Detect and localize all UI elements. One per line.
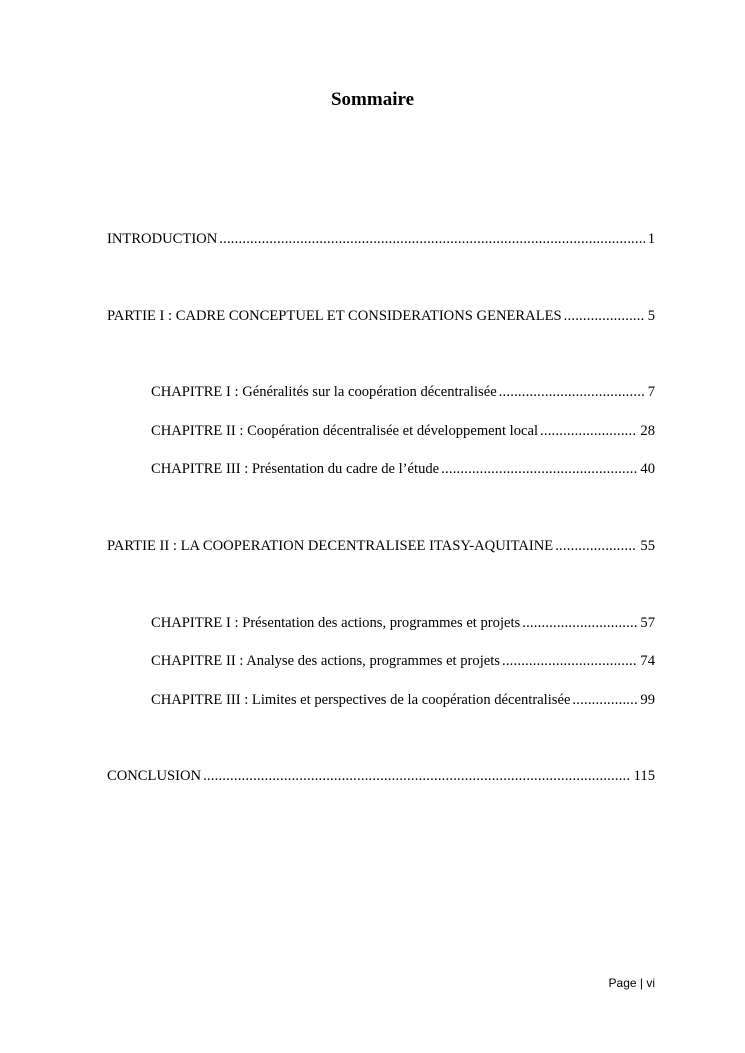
toc-entry-partie-1-chapitre-3[interactable] xyxy=(151,460,655,478)
toc-dot-leader xyxy=(499,383,645,401)
toc-entry-partie-2-chapitre-3[interactable] xyxy=(151,691,655,709)
toc-entry-label: CHAPITRE II : Coopération décentralisée et développement local xyxy=(151,423,539,439)
toc-dot-leader xyxy=(203,767,631,785)
toc-dot-leader xyxy=(502,652,637,670)
toc-entry-label: CHAPITRE II : Analyse des actions, programmes et projets xyxy=(151,653,500,669)
toc-entry-label: CHAPITRE I : Présentation des actions, programmes et projets xyxy=(151,615,521,631)
page-footer: Page | vi xyxy=(608,976,655,990)
toc-entry-partie-2[interactable] xyxy=(107,537,655,555)
toc-entry-partie-1-chapitre-1[interactable] xyxy=(151,383,655,401)
toc-dot-leader xyxy=(441,460,637,478)
toc-entry-conclusion[interactable] xyxy=(107,767,655,785)
page-title: Sommaire xyxy=(330,89,415,110)
toc-page-number: 40 xyxy=(640,461,655,477)
toc-page-number: 55 xyxy=(640,538,655,554)
toc-dot-leader xyxy=(555,537,637,555)
toc-page-number: 28 xyxy=(640,423,655,439)
toc-entry-partie-2-chapitre-1[interactable] xyxy=(151,614,655,632)
toc-entry-label: CONCLUSION xyxy=(107,768,202,784)
toc-entry-partie-1[interactable] xyxy=(107,307,655,325)
toc-entry-label: INTRODUCTION xyxy=(107,231,218,247)
toc-page-number: 74 xyxy=(640,653,655,669)
toc-dot-leader xyxy=(564,307,645,325)
toc-entry-label: PARTIE II : LA COOPERATION DECENTRALISEE ITASY-AQUITAINE xyxy=(107,538,554,554)
toc-entry-partie-1-chapitre-2[interactable] xyxy=(151,422,655,440)
toc-dot-leader xyxy=(572,691,637,709)
toc-entry-label: CHAPITRE I : Généralités sur la coopération décentralisée xyxy=(151,384,497,400)
toc-page-number: 7 xyxy=(647,384,655,400)
toc-page-number: 5 xyxy=(647,308,655,324)
toc-page-number: 57 xyxy=(640,615,655,631)
toc-entry-partie-2-chapitre-2[interactable] xyxy=(151,652,655,670)
toc-dot-leader xyxy=(219,230,644,248)
toc-page-number: 99 xyxy=(640,692,655,708)
toc-page-number: 115 xyxy=(633,768,655,784)
toc-entry-label: CHAPITRE III : Présentation du cadre de l’étude xyxy=(151,461,440,477)
toc-dot-leader xyxy=(540,422,637,440)
toc-entry-label: PARTIE I : CADRE CONCEPTUEL ET CONSIDERATIONS GENERALES xyxy=(107,308,562,324)
toc-page-number: 1 xyxy=(647,231,655,247)
toc-dot-leader xyxy=(522,614,637,632)
toc-entry-introduction[interactable] xyxy=(107,230,655,248)
toc-entry-label: CHAPITRE III : Limites et perspectives de la coopération décentralisée xyxy=(151,692,571,708)
